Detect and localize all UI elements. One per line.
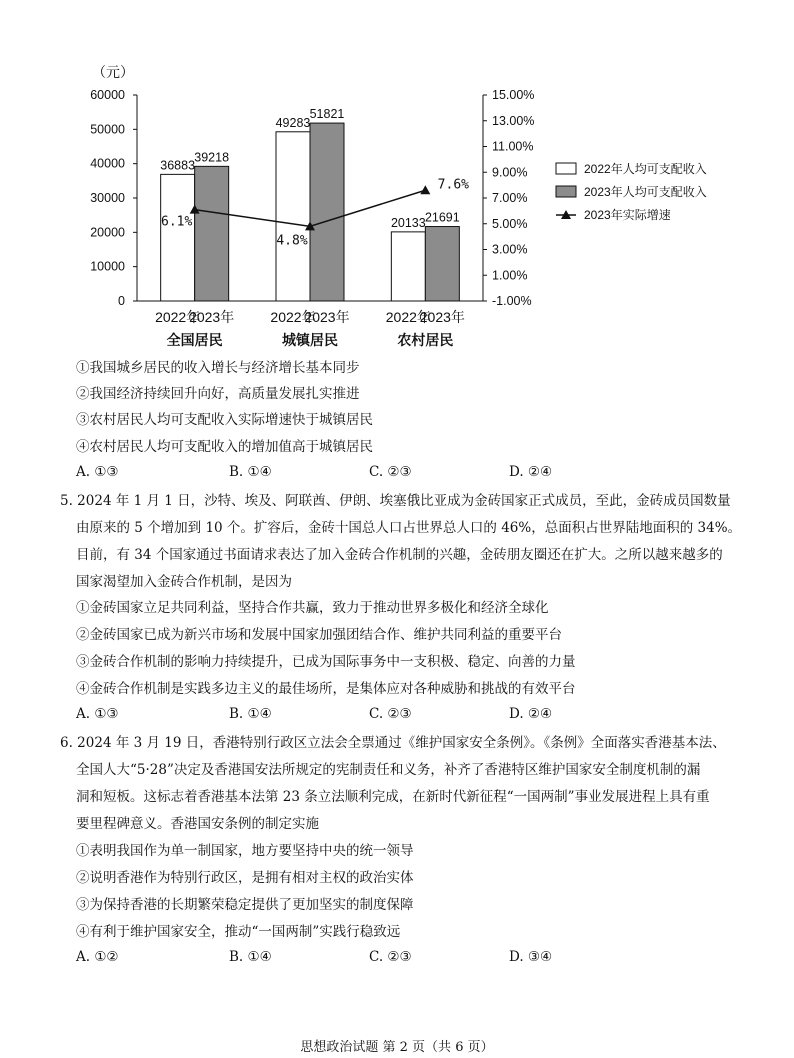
- group-label: 城镇居民: [282, 332, 338, 348]
- q5-option-2: ②金砖国家已成为新兴市场和发展中国家加强团结合作、维护共同利益的重要平台: [76, 627, 562, 643]
- right-tick-label: 13.00%: [492, 113, 535, 128]
- q4-option-3: ③农村居民人均可支配收入实际增速快于城镇居民: [76, 412, 373, 428]
- bar-year-label: 2022年: [155, 309, 201, 325]
- q6-choice-a[interactable]: A. ①②: [76, 949, 119, 965]
- bar-value-label: 36883: [160, 158, 196, 173]
- q4-choice-b[interactable]: B. ①④: [229, 464, 272, 480]
- q5-choice-c[interactable]: C. ②③: [369, 706, 412, 722]
- left-tick-label: 0: [118, 294, 125, 308]
- q6-option-1: ①表明我国作为单一制国家，地方要坚持中央的统一领导: [76, 843, 414, 859]
- bar: [276, 132, 310, 301]
- q5-stem-line-2: 由原来的 5 个增加到 10 个。扩容后，金砖十国总人口占世界总人口的 46%，总面积占世界陆地面积的 34%。: [76, 520, 742, 536]
- y-unit-label: （元）: [92, 64, 134, 80]
- legend-label: 2023年人均可支配收入: [584, 185, 707, 199]
- bar-value-label: 20133: [390, 215, 426, 230]
- bar-year-label: 2023年: [419, 309, 465, 325]
- q6-option-2: ②说明香港作为特别行政区，是拥有相对主权的政治实体: [76, 870, 414, 886]
- q6-choice-b[interactable]: B. ①④: [229, 949, 272, 965]
- q4-option-4: ④农村居民人均可支配收入的增加值高于城镇居民: [76, 439, 373, 455]
- q5-choices: [76, 706, 716, 726]
- left-tick-label: 30000: [90, 191, 125, 205]
- legend-swatch: [556, 163, 576, 174]
- q6-stem-line-1: 6. 2024 年 3 月 19 日，香港特别行政区立法会全票通过《维护国家安全条例》。《条例》全面落实香港基本法、: [60, 735, 726, 751]
- income-chart: [0, 0, 794, 350]
- q6-stem-line-3: 洞和短板。这标志着香港基本法第 23 条立法顺利完成，在新时代新征程“一国两制”事业发展进程上具有重: [76, 789, 710, 805]
- q4-choice-c[interactable]: C. ②③: [369, 464, 412, 480]
- q4-choice-a[interactable]: A. ①③: [76, 464, 119, 480]
- right-tick-label: 3.00%: [492, 242, 528, 257]
- bar: [195, 166, 229, 301]
- right-tick-label: 7.00%: [492, 191, 528, 205]
- right-tick-label: 11.00%: [492, 139, 534, 154]
- bar-year-label: 2023年: [189, 309, 235, 325]
- q5-option-3: ③金砖合作机制的影响力持续提升，已成为国际事务中一支积极、稳定、向善的力量: [76, 654, 576, 670]
- growth-label: 4.8%: [276, 233, 308, 249]
- group-label: 农村居民: [397, 332, 454, 348]
- left-tick-label: 20000: [90, 225, 125, 240]
- q5-stem-line-1: 5. 2024 年 1 月 1 日，沙特、埃及、阿联酋、伊朗、埃塞俄比亚成为金砖国家正式成员，至此，金砖成员国数量: [60, 493, 731, 509]
- right-tick-label: 5.00%: [492, 216, 528, 231]
- bar-value-label: 21691: [424, 210, 460, 225]
- right-tick-label: 1.00%: [492, 268, 528, 283]
- bar-value-label: 39218: [194, 150, 230, 165]
- q6-choice-c[interactable]: C. ②③: [369, 949, 412, 965]
- bar-year-label: 2022年: [385, 309, 431, 325]
- q4-choices: [76, 464, 716, 484]
- q6-option-4: ④有利于维护国家安全，推动“一国两制”实践行稳致远: [76, 924, 401, 940]
- q6-stem-line-4: 要里程碑意义。香港国安条例的制定实施: [76, 816, 319, 832]
- group-label: 全国居民: [166, 332, 223, 348]
- q6-option-3: ③为保持香港的长期繁荣稳定提供了更加坚实的制度保障: [76, 897, 414, 913]
- right-tick-label: 9.00%: [492, 165, 528, 180]
- left-tick-label: 40000: [90, 156, 125, 171]
- bar-value-label: 49283: [275, 115, 311, 130]
- q6-choices: [76, 949, 716, 969]
- bar: [310, 123, 344, 301]
- q6-stem-line-2: 全国人大“5·28”决定及香港国安法所规定的宪制责任和义务，补齐了香港特区维护国家安全制度机制的漏: [76, 762, 701, 778]
- growth-point: [420, 185, 430, 194]
- bar: [391, 232, 425, 301]
- q5-option-1: ①金砖国家立足共同利益，坚持合作共赢，致力于推动世界多极化和经济全球化: [76, 600, 549, 616]
- q5-choice-a[interactable]: A. ①③: [76, 706, 119, 722]
- right-tick-label: 15.00%: [492, 88, 535, 102]
- left-tick-label: 10000: [90, 259, 125, 274]
- q4-option-2: ②我国经济持续回升向好，高质量发展扎实推进: [76, 386, 360, 402]
- right-tick-label: -1.00%: [492, 294, 532, 308]
- left-tick-label: 50000: [90, 122, 125, 137]
- legend-label: 2022年人均可支配收入: [584, 162, 707, 176]
- left-tick-label: 60000: [90, 88, 125, 102]
- bar-value-label: 51821: [309, 107, 345, 122]
- bar-year-label: 2022年: [270, 309, 316, 325]
- page-footer: 思想政治试题 第 2 页（共 6 页）: [300, 1040, 494, 1055]
- legend-label: 2023年实际增速: [584, 208, 671, 222]
- bar: [425, 227, 459, 301]
- q5-stem-line-3: 目前，有 34 个国家通过书面请求表达了加入金砖合作机制的兴趣，金砖朋友圈还在扩大。之所以越来越多的: [76, 547, 723, 563]
- q5-choice-b[interactable]: B. ①④: [229, 706, 272, 722]
- growth-label: 7.6%: [437, 177, 469, 193]
- q4-option-1: ①我国城乡居民的收入增长与经济增长基本同步: [76, 360, 360, 376]
- q4-choice-d[interactable]: D. ②④: [509, 464, 553, 480]
- bar-year-label: 2023年: [304, 309, 350, 325]
- bar: [161, 174, 195, 301]
- legend-swatch: [556, 186, 576, 197]
- q6-choice-d[interactable]: D. ③④: [509, 949, 553, 965]
- q5-option-4: ④金砖合作机制是实践多边主义的最佳场所，是集体应对各种威胁和挑战的有效平台: [76, 681, 576, 697]
- growth-label: 6.1%: [161, 214, 193, 230]
- q5-choice-d[interactable]: D. ②④: [509, 706, 553, 722]
- q5-stem-line-4: 国家渴望加入金砖合作机制，是因为: [76, 574, 292, 590]
